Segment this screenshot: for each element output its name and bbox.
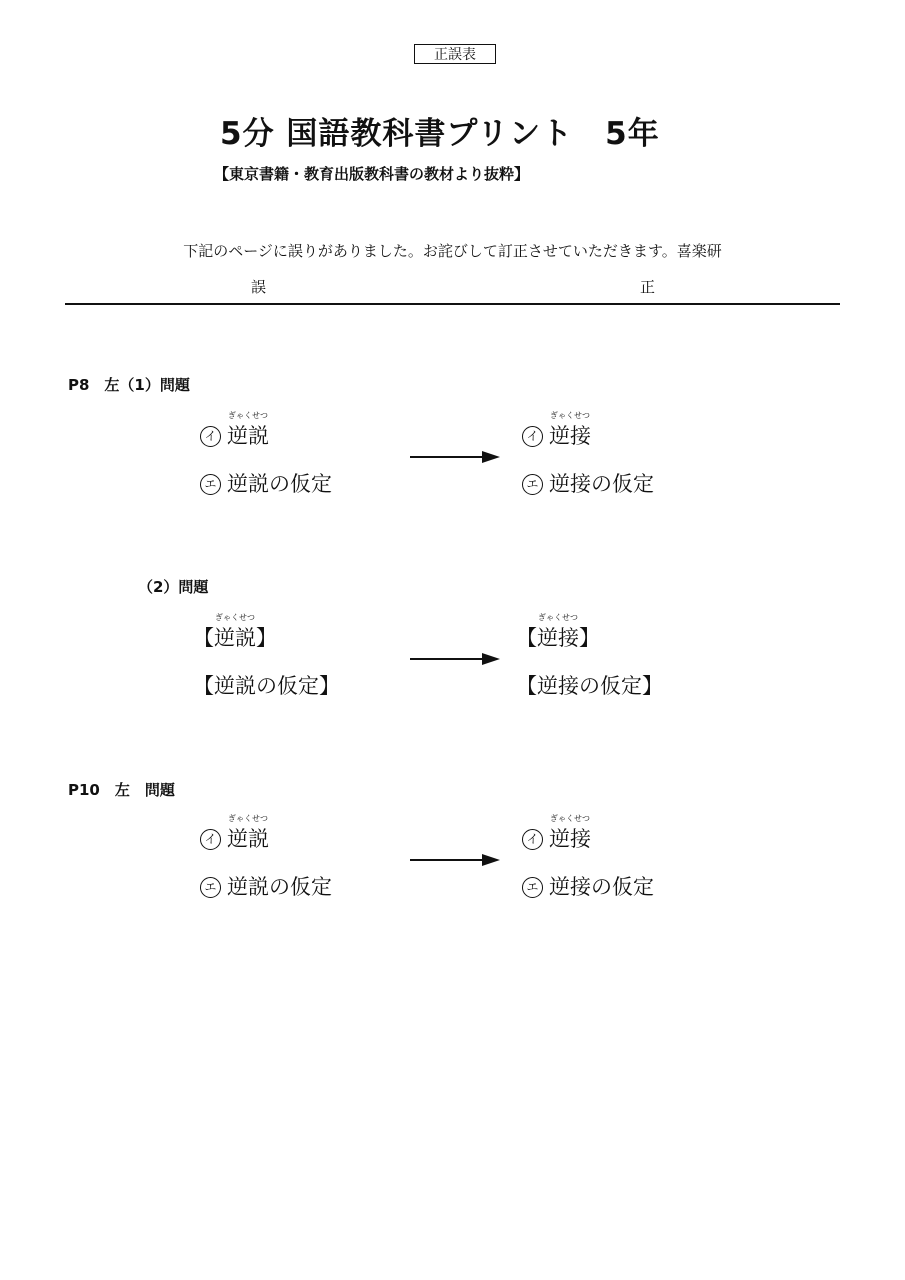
column-heading-correct: 正 [640,278,656,296]
arrow-right-icon [410,853,500,867]
circled-e-icon: エ [200,474,221,495]
circled-i-icon: イ [522,426,543,447]
correct-entry-i [522,814,591,853]
document-subtitle: 【東京書籍・教育出版教科書の教材より抜粋】 [214,165,530,183]
section-label-p8-1: P8 左（1）問題 [68,376,190,394]
correct-entry-e: エ 逆接の仮定 [522,871,654,901]
circled-i-icon: イ [522,829,543,850]
circled-e-icon: エ [522,877,543,898]
correct-word: ぎゃくせつ 逆接 [549,814,591,851]
furigana: ぎゃくせつ [215,613,255,622]
wrong-word: ぎゃくせつ 逆説 [227,411,269,448]
correction-notice: 下記のページに誤りがありました。お詫びして訂正させていただきます。喜楽研 [183,242,722,260]
correct-bracket-entry-1: 【 ぎゃくせつ 逆接】 [516,613,600,650]
correct-entry-e: エ 逆接の仮定 [522,468,654,498]
circled-e-icon: エ [522,474,543,495]
document-title: 5分 国語教科書プリント 5年 [220,116,660,152]
furigana: ぎゃくせつ [538,613,578,622]
wrong-bracket-entry-2: 【逆説の仮定】 [193,674,340,698]
correct-bracket-entry-2: 【逆接の仮定】 [516,674,663,698]
arrow-right-icon [410,652,500,666]
section-label-p10: P10 左 問題 [68,781,175,799]
arrow-right-icon [410,450,500,464]
column-heading-wrong: 誤 [251,278,267,296]
circled-e-icon: エ [200,877,221,898]
correct-word: ぎゃくせつ 逆接 [549,411,591,448]
furigana: ぎゃくせつ [228,411,268,420]
circled-i-icon: イ [200,829,221,850]
circled-i-icon: イ [200,426,221,447]
wrong-word: ぎゃくせつ 逆説 [227,814,269,851]
furigana: ぎゃくせつ [550,814,590,823]
wrong-entry-i [200,814,269,853]
wrong-bracket-entry-1: 【 ぎゃくせつ 逆説】 [193,613,277,650]
wrong-entry-i [200,411,269,450]
section-label-p8-2: （2）問題 [138,578,209,596]
errata-badge: 正誤表 [414,44,496,64]
wrong-entry-e: エ 逆説の仮定 [200,871,332,901]
header-divider [65,303,840,305]
furigana: ぎゃくせつ [228,814,268,823]
correct-entry-i [522,411,591,450]
furigana: ぎゃくせつ [550,411,590,420]
correct-word: ぎゃくせつ 逆接 [537,613,579,650]
wrong-word: ぎゃくせつ 逆説 [214,613,256,650]
wrong-entry-e: エ 逆説の仮定 [200,468,332,498]
